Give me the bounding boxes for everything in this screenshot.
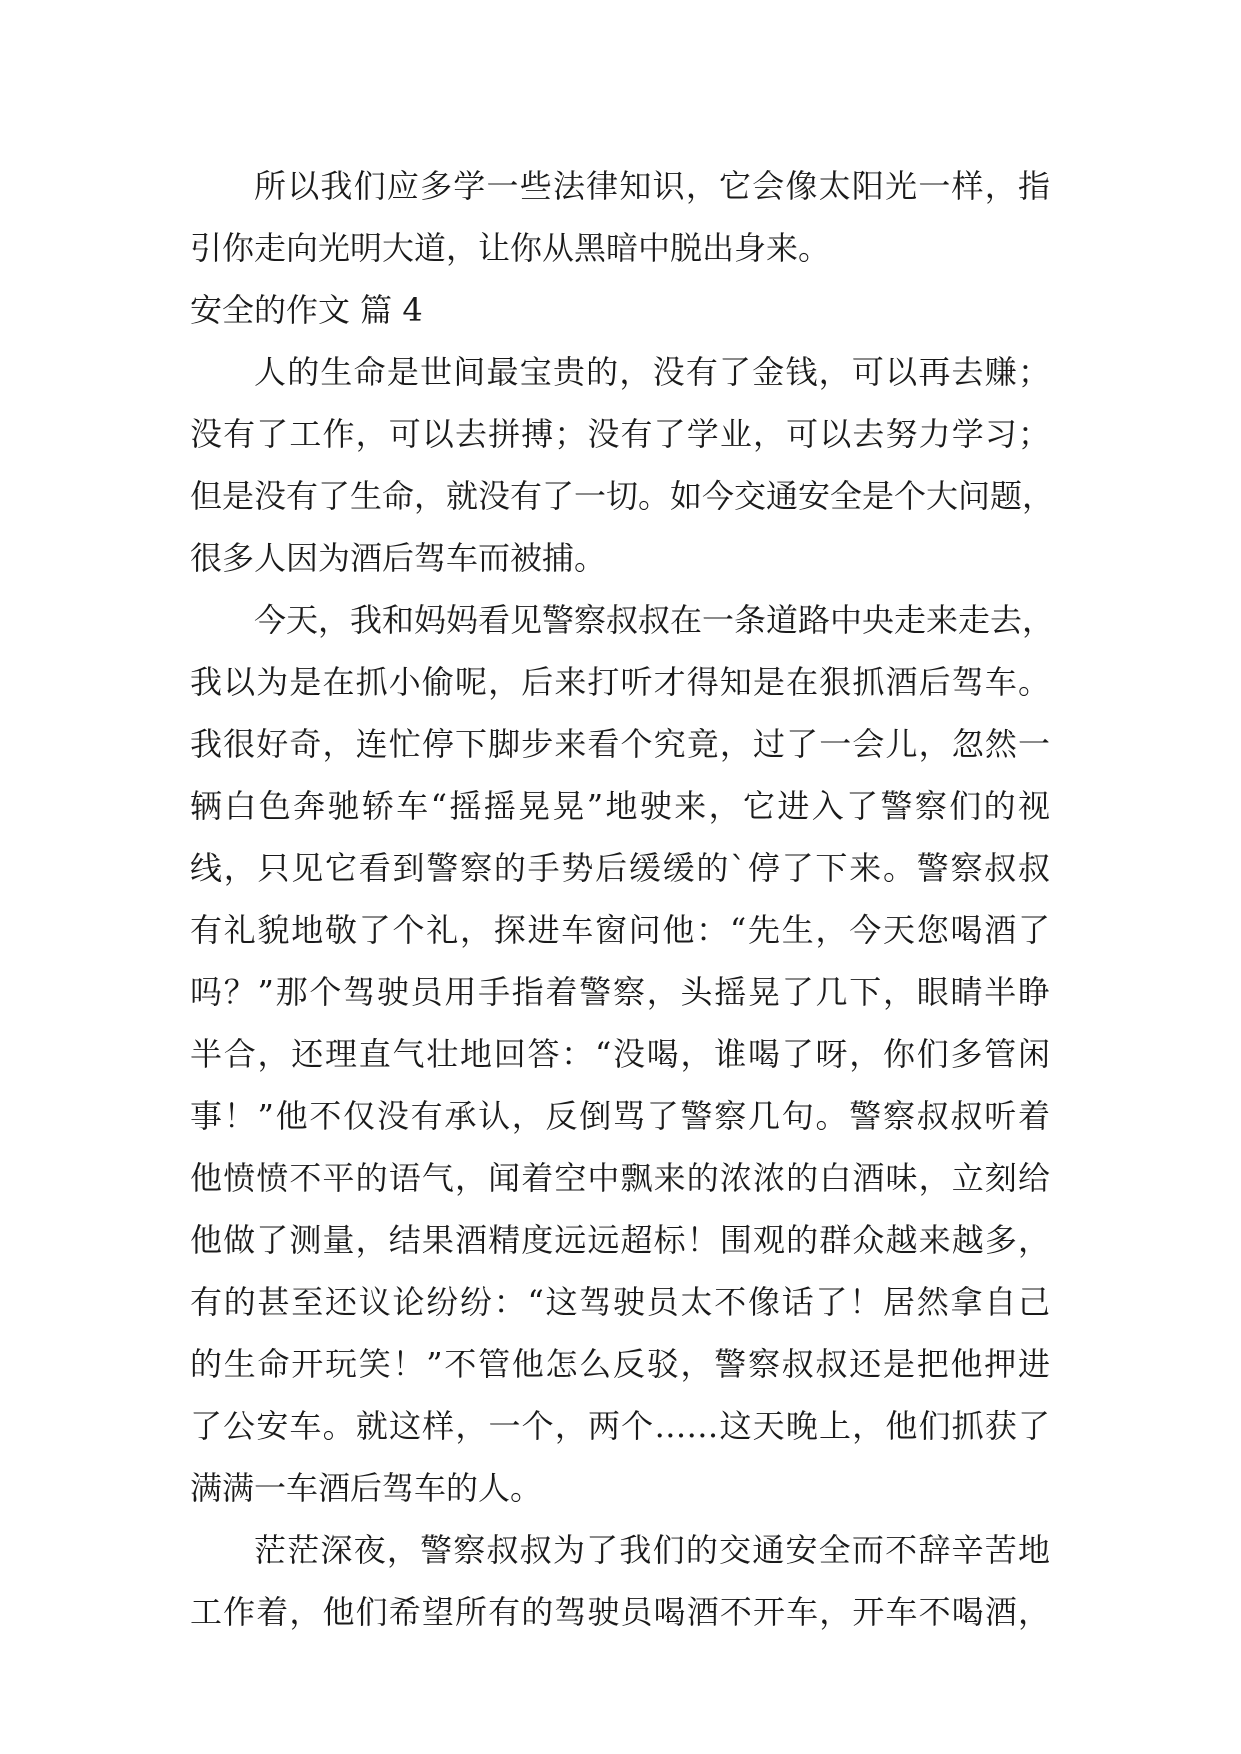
section-heading: 安全的作文 篇 4 [190, 291, 423, 329]
paragraph-line: 我很好奇，连忙停下脚步来看个究竟，过了一会儿，忽然一 [190, 725, 1050, 763]
paragraph-line: 辆白色奔驰轿车“摇摇晃晃”地驶来，它进入了警察们的视 [190, 787, 1050, 825]
paragraph-line: 很多人因为酒后驾车而被捕。 [190, 539, 607, 577]
paragraph-line: 事！”他不仅没有承认，反倒骂了警察几句。警察叔叔听着 [190, 1097, 1050, 1135]
paragraph-line: 了公安车。就这样，一个，两个……这天晚上，他们抓获了 [190, 1407, 1050, 1445]
paragraph-line: 我以为是在抓小偷呢，后来打听才得知是在狠抓酒后驾车。 [190, 663, 1050, 701]
paragraph-line: 他愤愤不平的语气，闻着空中飘来的浓浓的白酒味，立刻给 [190, 1159, 1050, 1197]
paragraph-line: 但是没有了生命，就没有了一切。如今交通安全是个大问题， [190, 477, 1055, 515]
paragraph-line: 今天，我和妈妈看见警察叔叔在一条道路中央走来走去， [254, 601, 1055, 639]
paragraph-line: 的生命开玩笑！”不管他怎么反驳，警察叔叔还是把他押进 [190, 1345, 1050, 1383]
paragraph-line: 没有了工作，可以去拼搏；没有了学业，可以去努力学习； [190, 415, 1050, 453]
paragraph-line: 半合，还理直气壮地回答：“没喝，谁喝了呀，你们多管闲 [190, 1035, 1050, 1073]
paragraph-line: 工作着，他们希望所有的驾驶员喝酒不开车，开车不喝酒， [190, 1593, 1050, 1631]
paragraph-line: 所以我们应多学一些法律知识，它会像太阳光一样，指 [254, 167, 1050, 205]
paragraph-line: 茫茫深夜，警察叔叔为了我们的交通安全而不辞辛苦地 [254, 1531, 1050, 1569]
paragraph-line: 线，只见它看到警察的手势后缓缓的`停了下来。警察叔叔 [190, 849, 1050, 887]
paragraph-line: 吗？”那个驾驶员用手指着警察，头摇晃了几下，眼睛半睁 [190, 973, 1050, 1011]
paragraph-line: 他做了测量，结果酒精度远远超标！围观的群众越来越多， [190, 1221, 1050, 1259]
paragraph-line: 有礼貌地敬了个礼，探进车窗问他：“先生，今天您喝酒了 [190, 911, 1050, 949]
paragraph-line: 有的甚至还议论纷纷：“这驾驶员太不像话了！居然拿自己 [190, 1283, 1050, 1321]
paragraph-line: 满满一车酒后驾车的人。 [190, 1469, 543, 1507]
paragraph-line: 引你走向光明大道，让你从黑暗中脱出身来。 [190, 229, 831, 267]
paragraph-line: 人的生命是世间最宝贵的，没有了金钱，可以再去赚； [254, 353, 1050, 391]
